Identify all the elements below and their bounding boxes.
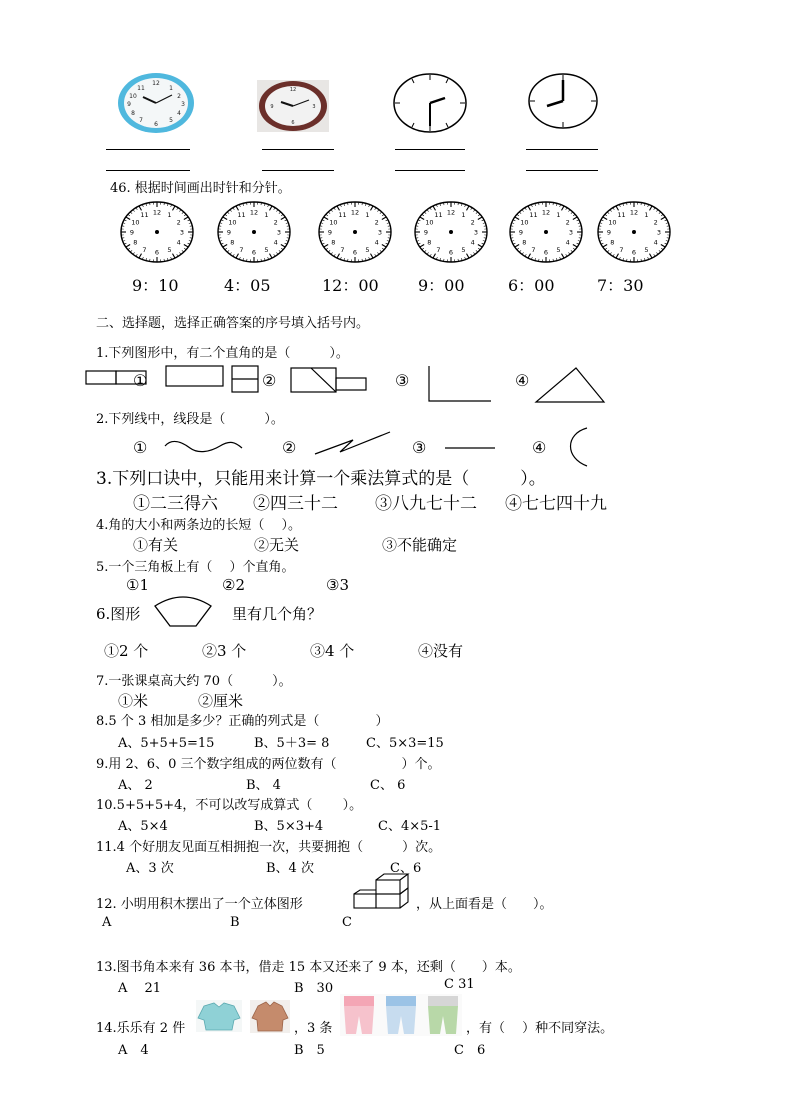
clock-numeral: 4 xyxy=(470,238,475,247)
clock-numeral: 4 xyxy=(374,238,379,247)
q6-fan-shape xyxy=(152,594,214,628)
clock-numeral: 8 xyxy=(522,238,527,247)
option-label[interactable]: B、 4 xyxy=(246,778,281,793)
question-10: 10.5+5+5+4，不可以改写成算式（ ）。 xyxy=(96,798,363,813)
svg-text:3: 3 xyxy=(312,104,316,110)
answer-line[interactable] xyxy=(262,149,334,150)
option-label[interactable]: ②3 个 xyxy=(202,642,247,660)
clock-numeral: 3 xyxy=(656,228,662,237)
option-label[interactable]: A xyxy=(102,915,112,930)
option-label[interactable]: A 21 xyxy=(118,981,162,996)
q12-block-figure xyxy=(352,872,414,912)
time-label: 4：05 xyxy=(224,276,271,295)
clock-numeral: 12 xyxy=(629,208,639,217)
clock-numeral: 1 xyxy=(365,211,370,220)
q46-title: 46. 根据时间画出时针和分针。 xyxy=(110,181,291,196)
option-label[interactable]: ③ xyxy=(395,371,410,390)
clock-numeral: 2 xyxy=(176,218,181,227)
clock-numeral: 11 xyxy=(434,211,443,220)
question-1: 1.下列图形中，有二个直角的是（ ）。 xyxy=(96,346,349,361)
option-label[interactable]: C 6 xyxy=(454,1043,486,1058)
clock-numeral: 6 xyxy=(154,248,160,257)
clock-numeral: 2 xyxy=(470,218,475,227)
option-label[interactable]: C 31 xyxy=(444,977,475,992)
option-label[interactable]: ① xyxy=(133,438,148,457)
option-label[interactable]: ① xyxy=(133,371,148,390)
clock-numeral: 12 xyxy=(446,208,456,217)
clock-numeral: 9 xyxy=(226,228,232,237)
question-7: 7.一张课桌高大约 70（ ）。 xyxy=(96,674,292,689)
clock-numeral: 3 xyxy=(377,228,383,237)
question-13: 13.图书角本来有 36 本书，借走 15 本又还来了 9 本，还剩（ ）本。 xyxy=(96,960,521,975)
question-6-suffix: 里有几个角？ xyxy=(232,605,323,623)
clock-numeral: 6 xyxy=(543,248,549,257)
clock-numeral: 5 xyxy=(365,245,370,254)
clock-numeral: 10 xyxy=(228,218,237,227)
clock-numeral: 1 xyxy=(556,211,561,220)
svg-text:12: 12 xyxy=(289,87,297,93)
option-label[interactable]: ②厘米 xyxy=(198,692,244,710)
clock-numeral: 4 xyxy=(653,238,658,247)
jacket-image xyxy=(196,1000,242,1032)
svg-text:1: 1 xyxy=(169,85,173,92)
question-3: 3.下列口诀中，只能用来计算一个乘法算式的是（ ）。 xyxy=(96,469,546,489)
option-label[interactable]: ③ xyxy=(412,438,427,457)
clock-numeral: 6 xyxy=(631,248,637,257)
pants-image xyxy=(340,994,462,1036)
option-label[interactable]: C、6 xyxy=(390,861,422,876)
option-label[interactable]: B 5 xyxy=(294,1043,325,1058)
option-label[interactable]: C、4×5-1 xyxy=(378,819,442,834)
clock-numeral: 9 xyxy=(129,228,135,237)
option-label[interactable]: ② xyxy=(262,371,277,390)
clock-numeral: 5 xyxy=(167,245,172,254)
option-label[interactable]: ④ xyxy=(532,438,547,457)
option-label[interactable]: ④ xyxy=(515,371,530,390)
clock-numeral: 11 xyxy=(338,211,347,220)
clock-numeral: 2 xyxy=(374,218,379,227)
option-label[interactable]: ①2 个 xyxy=(104,642,149,660)
clock-numeral: 5 xyxy=(264,245,269,254)
time-label: 9：10 xyxy=(132,276,179,295)
clock-numeral: 5 xyxy=(556,245,561,254)
clock-numeral: 4 xyxy=(176,238,181,247)
option-label[interactable]: ④七七四十九 xyxy=(505,494,607,514)
clock-numeral: 11 xyxy=(529,211,538,220)
blank-clock-face[interactable] xyxy=(508,200,584,264)
option-label[interactable]: A、3 次 xyxy=(126,861,174,876)
option-label[interactable]: ①有关 xyxy=(133,536,179,554)
svg-text:11: 11 xyxy=(137,85,145,92)
clock-numeral: 7 xyxy=(619,245,624,254)
time-label: 12：00 xyxy=(322,276,379,295)
clock-numeral: 7 xyxy=(239,245,244,254)
clock-numeral: 1 xyxy=(264,211,269,220)
clock-numeral: 10 xyxy=(329,218,338,227)
clock-numeral: 3 xyxy=(179,228,185,237)
option-label[interactable]: ③3 xyxy=(326,576,349,594)
time-label: 9：00 xyxy=(418,276,465,295)
clock-numeral: 9 xyxy=(518,228,524,237)
answer-line[interactable] xyxy=(395,149,465,150)
section-title: 二、选择题，选择正确答案的序号填入括号内。 xyxy=(96,316,370,331)
clock-numeral: 5 xyxy=(644,245,649,254)
svg-text:2: 2 xyxy=(177,93,181,100)
clock-photo-brown xyxy=(257,80,329,132)
option-label[interactable]: ③4 个 xyxy=(310,642,355,660)
svg-text:9: 9 xyxy=(270,104,274,110)
answer-line[interactable] xyxy=(106,149,190,150)
svg-text:7: 7 xyxy=(139,117,143,124)
clock-numeral: 2 xyxy=(653,218,658,227)
option-label[interactable]: ③八九七十二 xyxy=(375,494,477,514)
clock-numeral: 12 xyxy=(152,208,162,217)
clock-numeral: 7 xyxy=(142,245,147,254)
answer-line[interactable] xyxy=(395,170,465,171)
question-5: 5.一个三角板上有（ ）个直角。 xyxy=(96,560,295,575)
blank-clock-face[interactable] xyxy=(596,200,672,264)
clock-numeral: 6 xyxy=(251,248,257,257)
option-label[interactable]: ①1 xyxy=(126,576,149,594)
clock-numeral: 8 xyxy=(133,238,138,247)
option-label[interactable]: C、5×3=15 xyxy=(366,736,444,751)
question-14-suffix: ，有（ ）种不同穿法。 xyxy=(466,1021,614,1036)
clock-numeral: 10 xyxy=(520,218,529,227)
question-9: 9.用 2、6、0 三个数字组成的两位数有（ ）个。 xyxy=(96,757,441,772)
option-label[interactable]: B、5＋3= 8 xyxy=(254,736,330,751)
clock-numeral: 6 xyxy=(448,248,454,257)
option-label[interactable]: ②四三十二 xyxy=(253,494,338,514)
question-12-prefix: 12. 小明用积木摆出了一个立体图形 xyxy=(96,897,303,912)
clock-numeral: 11 xyxy=(237,211,246,220)
option-label[interactable]: A、5×4 xyxy=(118,819,168,834)
clock-numeral: 7 xyxy=(531,245,536,254)
option-label[interactable]: B、5×3+4 xyxy=(254,819,324,834)
clock-numeral: 1 xyxy=(461,211,466,220)
svg-text:9: 9 xyxy=(127,101,131,108)
time-label: 6：00 xyxy=(508,276,555,295)
question-11: 11.4 个好朋友见面互相拥抱一次，共要拥抱（ ）次。 xyxy=(96,840,442,855)
svg-text:12: 12 xyxy=(152,80,160,87)
option-label[interactable]: ①米 xyxy=(118,692,149,710)
clock-numeral: 6 xyxy=(352,248,358,257)
blank-clock-face[interactable] xyxy=(216,200,292,264)
clock-numeral: 10 xyxy=(425,218,434,227)
question-6-prefix: 6.图形 xyxy=(96,605,141,623)
svg-text:3: 3 xyxy=(181,101,185,108)
clock-numeral: 7 xyxy=(340,245,345,254)
clock-numeral: 3 xyxy=(276,228,282,237)
time-label: 7：30 xyxy=(597,276,644,295)
question-14-middle: ，3 条 xyxy=(294,1021,333,1036)
svg-text:4: 4 xyxy=(177,110,181,117)
clock-numeral: 3 xyxy=(473,228,479,237)
clock-numeral: 9 xyxy=(327,228,333,237)
clock-face-3 xyxy=(392,72,468,134)
clock-numeral: 8 xyxy=(230,238,235,247)
svg-text:8: 8 xyxy=(131,110,135,117)
svg-text:10: 10 xyxy=(129,93,137,100)
clock-numeral: 8 xyxy=(610,238,615,247)
option-label[interactable]: B xyxy=(230,915,240,930)
clock-face-4 xyxy=(527,72,599,130)
option-label[interactable]: ②2 xyxy=(222,576,245,594)
answer-line[interactable] xyxy=(526,170,598,171)
clock-numeral: 2 xyxy=(273,218,278,227)
question-14-prefix: 14.乐乐有 2 件 xyxy=(96,1021,186,1036)
clock-numeral: 9 xyxy=(423,228,429,237)
clock-numeral: 11 xyxy=(140,211,149,220)
clock-numeral: 8 xyxy=(427,238,432,247)
question-12-suffix: ，从上面看是（ ）。 xyxy=(416,897,553,912)
clock-numeral: 4 xyxy=(273,238,278,247)
option-label[interactable]: A、 2 xyxy=(118,778,153,793)
clock-numeral: 8 xyxy=(331,238,336,247)
option-label[interactable]: ② xyxy=(282,438,297,457)
clock-numeral: 5 xyxy=(461,245,466,254)
option-label[interactable]: C、 6 xyxy=(370,778,406,793)
svg-text:5: 5 xyxy=(169,117,173,124)
option-label[interactable]: A、5+5+5=15 xyxy=(118,736,215,751)
option-label[interactable]: B、4 次 xyxy=(266,861,314,876)
clock-numeral: 1 xyxy=(644,211,649,220)
option-label[interactable]: C xyxy=(342,915,352,930)
clock-numeral: 10 xyxy=(131,218,140,227)
clock-numeral: 11 xyxy=(617,211,626,220)
clock-numeral: 12 xyxy=(249,208,259,217)
clock-numeral: 3 xyxy=(568,228,574,237)
coat-image xyxy=(250,1000,290,1033)
question-4: 4.角的大小和两条边的长短（ ）。 xyxy=(96,518,302,533)
clock-numeral: 12 xyxy=(541,208,551,217)
answer-line[interactable] xyxy=(262,170,334,171)
option-label[interactable]: ②无关 xyxy=(254,536,300,554)
clock-numeral: 10 xyxy=(608,218,617,227)
clock-numeral: 7 xyxy=(436,245,441,254)
clock-numeral: 2 xyxy=(565,218,570,227)
q2-lines xyxy=(160,424,600,468)
clock-numeral: 12 xyxy=(350,208,360,217)
option-label[interactable]: ④没有 xyxy=(418,642,464,660)
clock-numeral: 4 xyxy=(565,238,570,247)
clock-numeral: 1 xyxy=(167,211,172,220)
blank-clock-face[interactable] xyxy=(413,200,489,264)
blank-clock-face[interactable] xyxy=(119,200,195,264)
question-2: 2.下列线中，线段是（ ）。 xyxy=(96,412,284,427)
clock-photo-blue xyxy=(117,72,197,134)
option-label[interactable]: ③不能确定 xyxy=(382,536,458,554)
svg-text:6: 6 xyxy=(154,121,158,128)
option-label[interactable]: ①二三得六 xyxy=(133,494,218,514)
svg-text:6: 6 xyxy=(291,120,295,126)
question-8: 8.5 个 3 相加是多少？正确的列式是（ ） xyxy=(96,714,389,729)
blank-clock-face[interactable] xyxy=(317,200,393,264)
clock-numeral: 9 xyxy=(606,228,612,237)
answer-line[interactable] xyxy=(106,170,190,171)
option-label[interactable]: A 4 xyxy=(118,1043,149,1058)
option-label[interactable]: B 30 xyxy=(294,981,334,996)
answer-line[interactable] xyxy=(526,149,598,150)
